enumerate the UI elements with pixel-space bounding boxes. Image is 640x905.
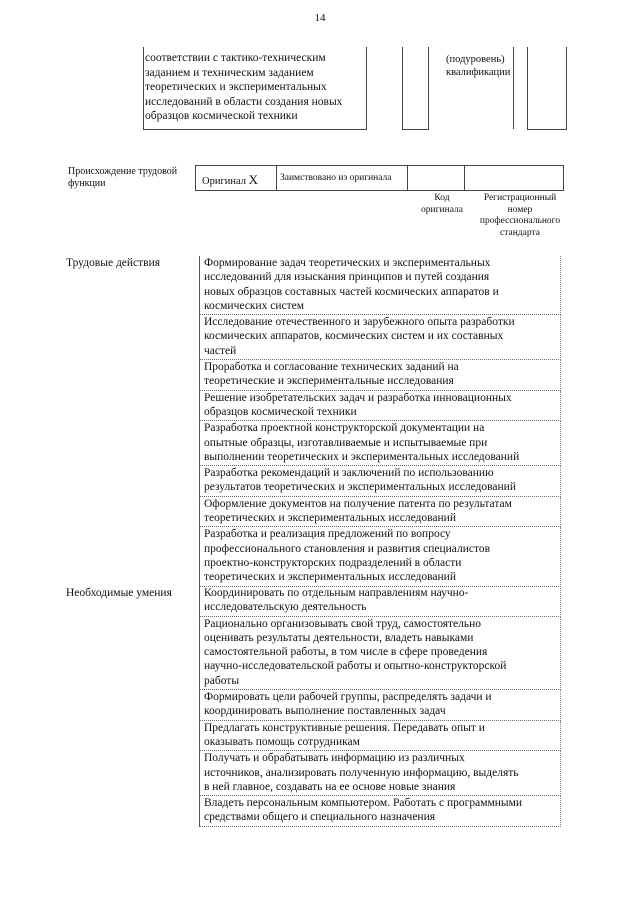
table-row [199,586,561,617]
row-text-line: Разработка проектной конструкторской документации на [204,422,485,435]
regnum-caption-line: стандарта [500,227,540,238]
regnum-cell [464,165,564,191]
row-text-line: проектно-конструкторских подразделений в области [204,556,462,569]
row-text-line: в ней главное, создавать на ее основе новые знания [204,780,456,793]
row-text-line: оказывать помощь сотрудникам [204,735,360,748]
code-caption-line: оригинала [421,204,463,215]
table-row [199,751,561,796]
row-text-line: Формирование задач теоретических и экспериментальных [204,257,491,269]
prev-line: образцов космической техники [145,110,298,122]
table-row [199,466,561,497]
row-text-line: Рационально организовывать свой труд, самостоятельно [204,617,482,630]
original-label: Оригинал [202,176,246,187]
row-text-line: космических систем [204,299,304,312]
prev-line: теоретических и экспериментальных [145,81,327,93]
original-cell [195,165,277,191]
row-text-line: образцов космической техники [204,405,357,418]
sublevel-line: квалификации [446,67,511,78]
borrowed-cell: Заимствовано из оригинала [276,165,408,191]
section-label: Необходимые умения [66,587,172,599]
level-box [527,47,567,130]
row-text-line: опытные образцы, изготавливаемые и испытываемые при [204,436,488,449]
row-text-line: частей [204,344,237,357]
row-text-line: профессионального становления и развития специалистов [204,542,491,555]
table-row [199,527,561,586]
row-text-line: новых образцов составных частей космических аппаратов и [204,285,499,298]
table-row [199,497,561,528]
row-text-line: Предлагать конструктивные решения. Передавать опыт и [204,721,485,734]
page-number: 14 [314,12,326,24]
row-text-line: средствами общего и специального назначения [204,811,436,824]
sublevel-line: (подуровень) [446,54,505,65]
regnum-caption-line: профессионального [479,216,561,226]
table-row [199,315,561,360]
table-row [199,796,561,827]
row-text-line: исследовательскую деятельность [204,601,367,614]
row-text-line: Оформление документов на получение патента по результатам [204,497,512,510]
row-text-line: Решение изобретательских задач и разработка инновационных [204,391,512,404]
section-label: Трудовые действия [66,257,161,269]
row-text-line: результатов теоретических и экспериментальных исследований [204,481,516,494]
row-text-line: космических аппаратов, космических систем и их составных [204,330,504,343]
table-row [199,721,561,752]
row-text-line: Проработка и согласование технических заданий на [204,361,459,374]
code-caption-line: Код [434,193,450,203]
row-text-line: работы [204,674,240,687]
row-text-line: теоретических и экспериментальных исследований [204,512,456,525]
original-mark: X [248,172,259,187]
code-caption [415,193,469,216]
row-text-line: Координировать по отдельным направлениям научно- [204,587,469,599]
code-box [402,47,429,130]
table-row [199,391,561,422]
row-text-line: научно-исследовательской работы и опытно-конструкторской [204,660,507,673]
row-text-line: исследований для изыскания принципов и путей создания [204,271,490,284]
table-row [199,360,561,391]
regnum-caption [470,193,570,239]
regnum-caption-line: номер [507,204,533,215]
origin-label [68,166,177,190]
table-row [199,421,561,466]
row-text-line: оценивать результаты деятельности, владеть навыками [204,631,474,644]
prev-line: заданием и техническим заданием [145,66,314,79]
prev-table-text [145,51,367,124]
table-row [199,256,561,315]
table-row [199,617,561,691]
regnum-caption-line: Регистрационный [483,193,557,203]
code-cell [407,165,465,191]
row-text-line: координировать выполнение поставленных задач [204,705,446,718]
origin-label-line: функции [68,178,106,189]
prev-line: соответствии с тактико-техническим [145,52,326,64]
row-text-line: Владеть персональным компьютером. Работать с программными [204,797,523,810]
prev-line: исследований в области создания новых [145,95,343,108]
sublevel-label [446,53,510,79]
row-text-line: теоретические и экспериментальные исследования [204,375,454,388]
table-row [199,690,561,721]
row-text-line: Разработка и реализация предложений по вопросу [204,528,451,541]
row-text-line: источников, анализировать полученную информацию, выделять [204,766,519,779]
row-text-line: Формировать цели рабочей группы, распределять задачи и [204,691,492,704]
row-text-line: Разработка рекомендаций и заключений по использованию [204,467,494,480]
row-text-line: Получать и обрабатывать информацию из различных [204,752,465,765]
origin-label-line: Происхождение трудовой [68,166,178,177]
row-text-line: выполнении теоретических и экспериментальных исследований [204,450,520,463]
row-text-line: Исследование отечественного и зарубежного опыта разработки [204,316,515,329]
row-text-line: самостоятельной работы, в том числе в сфере проведения [204,646,488,659]
row-text-line: теоретических и экспериментальных исследований [204,571,456,584]
